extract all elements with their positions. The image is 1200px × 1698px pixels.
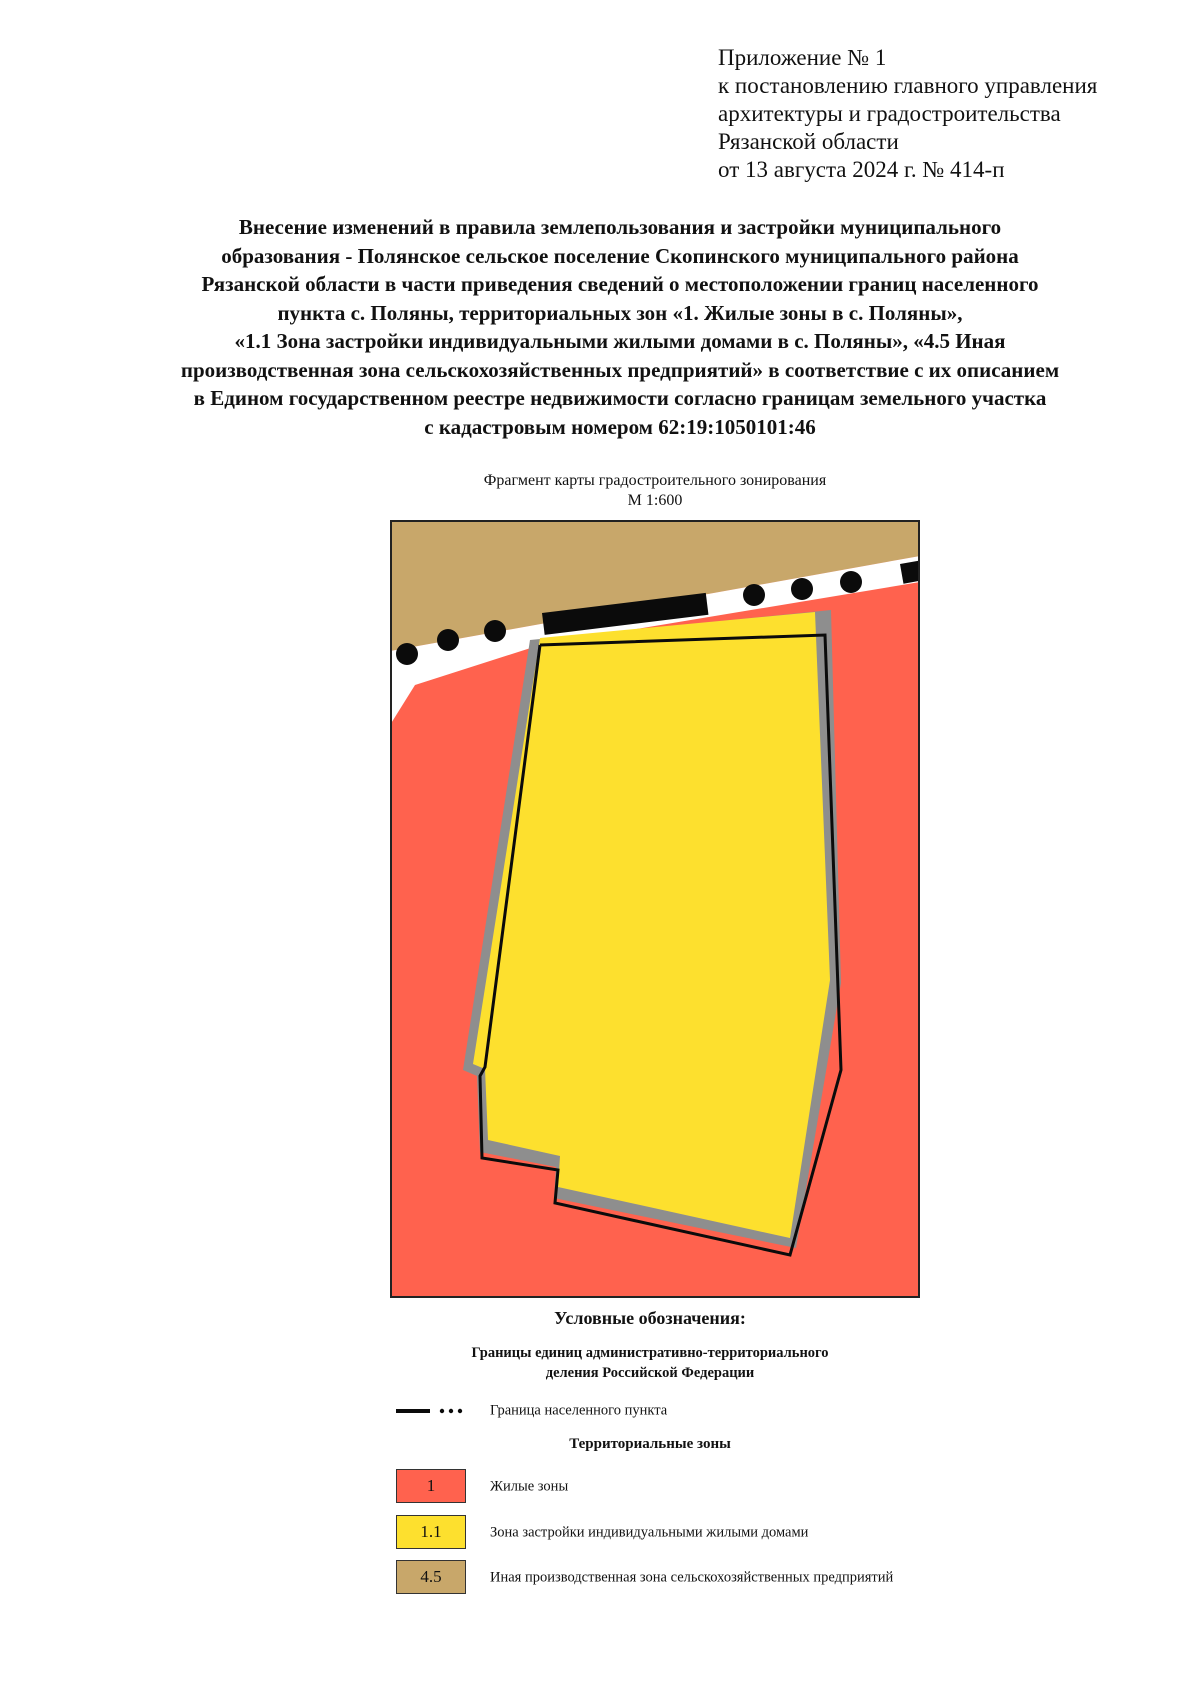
title-line: образования - Полянское сельское поселение Скопинского муниципального района bbox=[221, 243, 1019, 268]
map-caption-title: Фрагмент карты градостроительного зонирования bbox=[483, 472, 827, 489]
boundary-label: Граница населенного пункта bbox=[490, 1402, 668, 1419]
title-line: Рязанской области в части приведения сведений о местоположении границ населенного bbox=[201, 272, 1039, 296]
legend-zone-row bbox=[396, 1469, 956, 1505]
boundary-dot bbox=[791, 578, 813, 600]
appendix-line: Рязанской области bbox=[718, 129, 899, 154]
legend-group-line: Границы единиц административно-территориального bbox=[471, 1345, 829, 1361]
zone-label: Зона застройки индивидуальными жилыми домами bbox=[490, 1524, 809, 1541]
boundary-line-symbol-dot bbox=[458, 1409, 462, 1413]
legend-group-title bbox=[410, 1343, 890, 1383]
boundary-line-symbol bbox=[396, 1408, 466, 1414]
boundary-dash bbox=[900, 560, 920, 584]
boundary-line-symbol-dash bbox=[396, 1409, 430, 1413]
appendix-line: от 13 августа 2024 г. № 414-п bbox=[718, 157, 1005, 182]
title-line: в Едином государственном реестре недвижимости согласно границам земельного участка bbox=[193, 386, 1047, 410]
boundary-dot bbox=[484, 620, 506, 642]
title-line: производственная зона сельскохозяйственных предприятий» в соответствие с их описанием bbox=[180, 357, 1060, 382]
zoning-map bbox=[390, 520, 920, 1298]
zone-swatch-residential: 1 bbox=[396, 1469, 466, 1503]
legend-group-line: деления Российской Федерации bbox=[545, 1365, 755, 1381]
zone-swatch-agricultural: 4.5 bbox=[396, 1560, 466, 1594]
boundary-dot bbox=[743, 584, 765, 606]
zones-heading: Территориальные зоны bbox=[569, 1436, 731, 1452]
zone-label: Жилые зоны bbox=[490, 1478, 569, 1495]
legend-title: Условные обозначения: bbox=[554, 1308, 746, 1328]
legend-boundary-row bbox=[396, 1393, 956, 1429]
boundary-dot bbox=[396, 643, 418, 665]
zone-label: Иная производственная зона сельскохозяйственных предприятий bbox=[490, 1569, 894, 1586]
appendix-line: архитектуры и градостроительства bbox=[718, 101, 1061, 126]
title-line: с кадастровым номером 62:19:1050101:46 bbox=[424, 414, 816, 439]
boundary-dot bbox=[437, 629, 459, 651]
map-caption bbox=[400, 471, 910, 511]
appendix-header bbox=[718, 44, 1178, 184]
legend-zone-row bbox=[396, 1515, 956, 1551]
legend-zone-row bbox=[396, 1560, 956, 1596]
zoning-map-svg bbox=[390, 520, 920, 1298]
title-line: Внесение изменений в правила землепользования и застройки муниципального bbox=[238, 215, 1002, 239]
title-line: пункта с. Поляны, территориальных зон «1. Жилые зоны в с. Поляны», bbox=[277, 300, 963, 325]
map-scale: М 1:600 bbox=[627, 492, 683, 509]
document-title bbox=[140, 213, 1100, 441]
appendix-line: к постановлению главного управления bbox=[718, 73, 1098, 98]
appendix-line: Приложение № 1 bbox=[718, 45, 887, 70]
boundary-line-symbol-dot bbox=[449, 1409, 453, 1413]
boundary-line-symbol-dot bbox=[440, 1409, 444, 1413]
title-line: «1.1 Зона застройки индивидуальными жилыми домами в с. Поляны», «4.5 Иная bbox=[234, 329, 1006, 353]
boundary-dot bbox=[840, 571, 862, 593]
zone-swatch-individual-housing: 1.1 bbox=[396, 1515, 466, 1549]
